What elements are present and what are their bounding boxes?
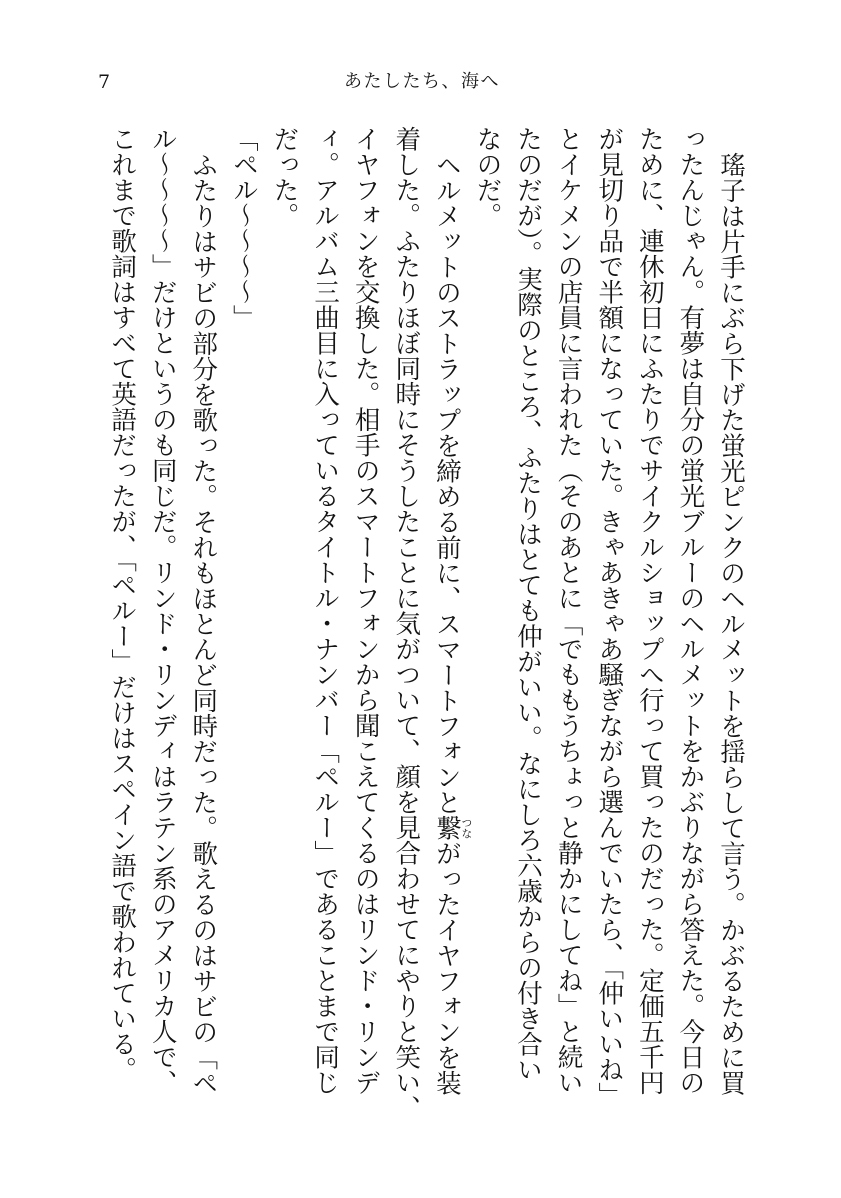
page-number: 7 — [98, 71, 111, 93]
text-column: これまで歌詞はすべて英語だったが、「ペルー」だけはスペイン語で歌われている。 — [107, 126, 138, 1083]
text-column: イヤフォンを交換した。相手のスマートフォンから聞こえてくるのはリンド・リンデ — [350, 126, 381, 1095]
text-column: たのだが）。実際のところ、ふたりはとても仲がいい。なにしろ六歳からの付き合い — [513, 126, 544, 1083]
text-column: とイケメンの店員に言われた（そのあとに「でももうちょっと静かにしてね」と続い — [553, 126, 584, 1095]
text-column: 瑤子は片手にぶら下げた蛍光ピンクのヘルメットを揺らして言う。かぶるために買 — [716, 151, 746, 1095]
text-column: ために、連休初日にふたりでサイクルショップへ行って買ったのだった。定価五千円 — [634, 126, 665, 1095]
text-column: ル〜〜〜〜」だけというのも同じだ。リンド・リンディはラテン系のアメリカ人で、 — [147, 126, 178, 1095]
ruby-annotation: つな — [459, 816, 473, 839]
text-column: ィ。アルバム三曲目に入っているタイトル・ナンバー「ペルー」であることまで同じ — [310, 126, 341, 1095]
text-segment: がったイヤフォンを装 — [431, 840, 462, 1095]
text-column: なのだ。 — [472, 126, 503, 228]
text-column: だった。 — [269, 126, 300, 228]
text-column — [426, 126, 473, 1101]
body-text — [102, 126, 752, 1121]
text-column: ったんじゃん。有夢は自分の蛍光ブルーのヘルメットをかぶりながら答えた。今日の — [675, 126, 706, 1095]
text-column: 「ペル〜〜〜〜」 — [228, 126, 259, 330]
text-column: 着した。ふたりほぼ同時にそうしたことに気がついて、顔を見合わせてにやりと笑い、 — [391, 126, 422, 1121]
running-title: あたしたち、海へ — [344, 71, 500, 92]
ruby-group — [431, 814, 473, 841]
ruby-base: 繋 — [431, 814, 462, 840]
text-column: ふたりはサビの部分を歌った。それもほとんど同時だった。歌えるのはサビの「ペ — [188, 151, 219, 1095]
text-segment: ヘルメットのストラップを締める前に、スマートフォンと — [431, 151, 462, 815]
text-column: が見切り品で半額になっていた。きゃあきゃあ騒ぎながら選んでいたら、「仲いいね」 — [594, 126, 625, 1108]
